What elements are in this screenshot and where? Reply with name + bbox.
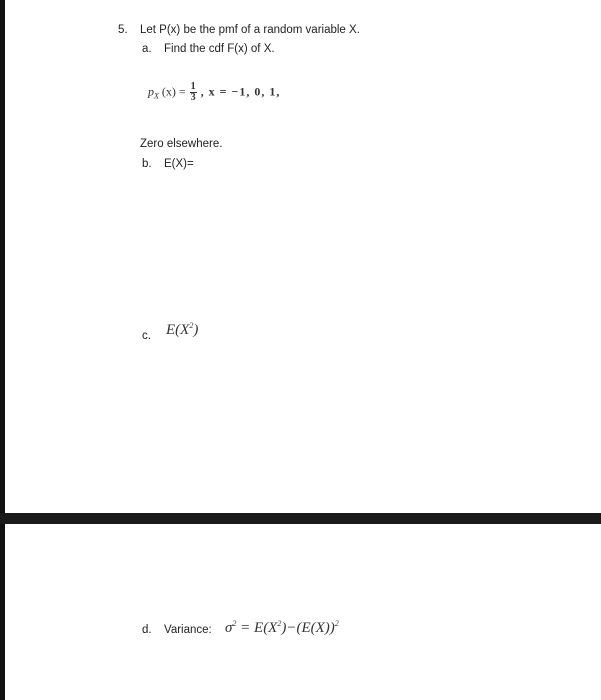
pmf-formula: [148, 82, 280, 103]
sigma-exponent: 2: [232, 619, 237, 628]
question-stem: Let P(x) be the pmf of a random variable X.: [140, 24, 360, 36]
variance-eq: = E(X: [240, 620, 278, 636]
fraction: [190, 82, 197, 103]
x-exponent: 2: [277, 619, 282, 628]
part-c-expression: [166, 321, 198, 339]
sigma-symbol: σ: [225, 620, 233, 636]
part-a-text: Find the cdf F(x) of X.: [164, 43, 275, 55]
variance-formula: [225, 619, 339, 637]
fraction-numerator: 1: [190, 81, 196, 92]
fraction-denominator: 3: [190, 92, 196, 103]
pmf-arg: (x) =: [161, 84, 186, 99]
part-d-text: Variance:: [164, 624, 212, 636]
part-a-label: a.: [142, 43, 152, 55]
pmf-subscript: X: [154, 91, 159, 101]
zero-elsewhere: Zero elsewhere.: [140, 138, 223, 150]
part-d-label: d.: [142, 624, 152, 636]
pmf-p: p: [148, 84, 154, 99]
part-b-text: E(X)=: [164, 158, 194, 170]
part-c-close: ): [193, 322, 199, 338]
question-number: 5.: [118, 24, 128, 36]
part-c-exponent: 2: [189, 321, 194, 330]
part-c-label: c.: [142, 330, 151, 342]
variance-mid: )−(E(X)): [281, 620, 335, 636]
end-exponent: 2: [334, 619, 339, 628]
left-edge-rule: [0, 0, 5, 700]
pmf-support: , x = −1, 0, 1,: [200, 84, 281, 99]
page-divider: [0, 513, 601, 524]
part-b-label: b.: [142, 158, 152, 170]
part-c-expr: E(X: [166, 322, 190, 338]
